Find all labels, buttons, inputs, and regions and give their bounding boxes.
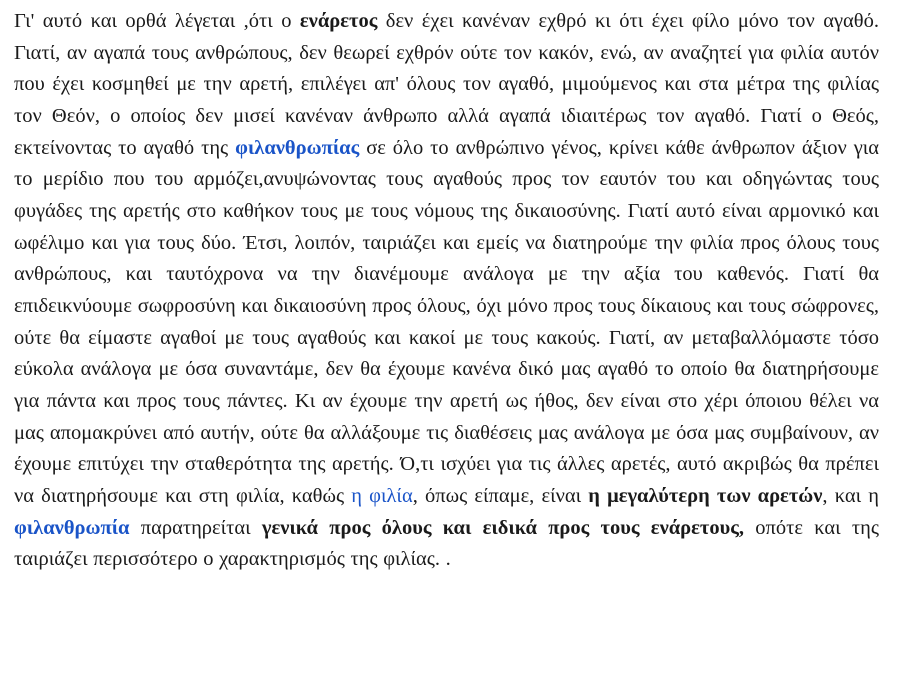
paragraph-rich-text	[14, 10, 879, 570]
bold-run: ενάρετος	[299, 10, 378, 32]
text-run: , και η	[822, 485, 879, 508]
text-run: Γι' αυτό και ορθά λέγεται ,ότι ο	[14, 10, 300, 32]
text-run: οπότε και της ταιριάζει περισσότερο ο χαρακτηρισμός της φιλίας. .	[14, 516, 879, 571]
link-run[interactable]: η φιλία	[351, 485, 413, 508]
link-run[interactable]: φιλανθρωπία	[14, 516, 130, 539]
text-run: παρατηρείται	[129, 516, 262, 539]
text-run: , όπως είπαμε, είναι	[412, 485, 589, 508]
document-paragraph	[14, 6, 879, 576]
text-run: σε όλο το ανθρώπινο γένος, κρίνει κάθε άνθρωπον άξιον για το μερίδιο που του αρμόζει,ανυψώνοντας τους αγαθούς προς τον εαυτόν του και οδηγώντας τους φυγάδες της αρετής στο καθήκον τους με τους νόμους της δικαιοσύνης. Γιατί αυτό είναι αρμονικό και ωφέλιμο και για τους δύο. Έτσι, λοιπόν, ταιριάζει και εμείς να διατηρούμε την φιλία προς όλους τους ανθρώπους, και ταυτόχρονα να την διανέμουμε ανάλογα με την αξία του καθενός. Γιατί θα επιδεικνύουμε σωφροσύνη και δικαιοσύνη προς όλους, όχι μόνο προς τους δίκαιους και τους σώφρονες, ούτε θα είμαστε αγαθοί με τους αγαθούς και κακοί με τους κακούς. Γιατί, αν μεταβαλλόμαστε τόσο εύκολα ανάλογα με όσα συναντάμε, δεν θα έχουμε κανένα δικό μας αγαθό το οποίο θα διατηρήσουμε για πάντα και προς τους πάντες. Κι αν έχουμε την αρετή ως ήθος, δεν είναι στο χέρι όποιου θέλει να μας απομακρύνει από αυτήν, ούτε θα αλλάξουμε τις διαθέσεις μας ανάλογα με όσα μας συμβαίνουν, αν έχουμε επιτύχει την σταθερότητα της αρετής. Ό,τι ισχύει για τις άλλες αρετές, αυτό ακριβώς θα πρέπει να διατηρήσουμε και στη φιλία, καθώς	[14, 136, 880, 508]
link-run[interactable]: φιλανθρωπίας	[235, 136, 360, 159]
bold-run: η μεγαλύτερη των αρετών	[588, 485, 823, 508]
text-run: δεν έχει κανέναν εχθρό κι ότι έχει φίλο μόνο τον αγαθό. Γιατί, αν αγαπά τους ανθρώπους, δεν θεωρεί εχθρόν ούτε τον κακόν, ενώ, αν αναζητεί για φιλία αυτόν που έχει κοσμηθεί με την αρετή, επιλέγει απ' όλους τον αγαθό, μιμούμενος και στα μέτρα της φιλίας τον Θεόν, ο οποίος δεν μισεί κανέναν άνθρωπο αλλά αγαπά ιδιαιτέρως τον αγαθό. Γιατί ο Θεός, εκτείνοντας το αγαθό της	[14, 10, 879, 159]
bold-run: γενικά προς όλους και ειδικά προς τους ενάρετους,	[261, 516, 745, 539]
